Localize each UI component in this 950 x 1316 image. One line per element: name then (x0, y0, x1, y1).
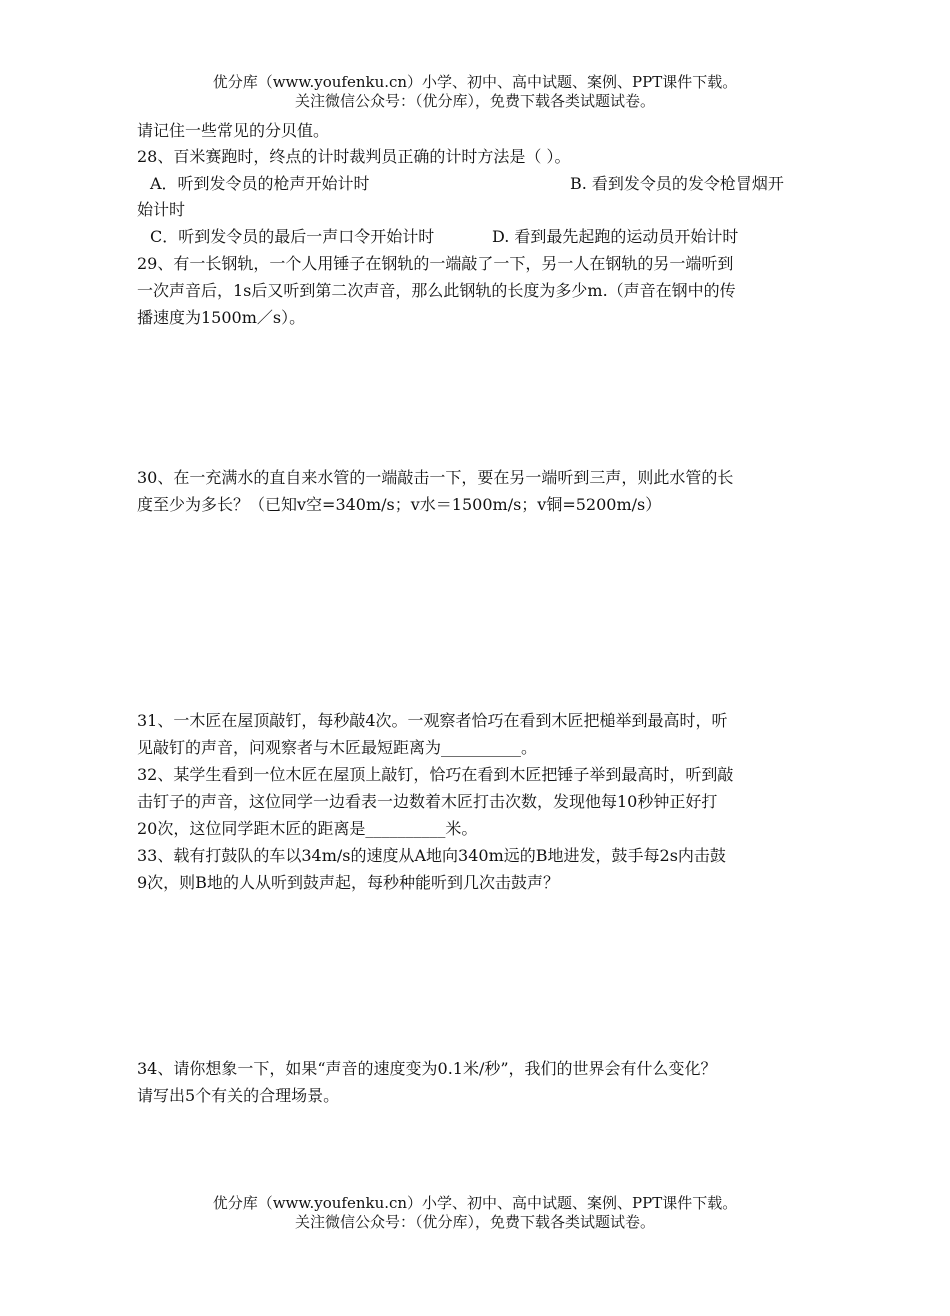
q28-stem: 28、百米赛跑时，终点的计时裁判员正确的计时方法是（ ）。 (137, 147, 571, 166)
intro-text: 请记住一些常见的分贝值。 (137, 121, 330, 140)
q29-line-3: 播速度为1500m／s）。 (137, 308, 306, 327)
footer-line-2: 关注微信公众号：（优分库），免费下载各类试题试卷。 (294, 1213, 655, 1231)
q31-line-2: 见敲钉的声音，问观察者与木匠最短距离为__________。 (137, 738, 538, 757)
q32-line-1: 32、某学生看到一位木匠在屋顶上敲钉，恰巧在看到木匠把锤子举到最高时，听到敲 (137, 765, 734, 784)
q28-option-b: B. 看到发令员的发令枪冒烟开 (570, 174, 784, 193)
q28-option-d: D. 看到最先起跑的运动员开始计时 (492, 227, 739, 246)
header-line-2: 关注微信公众号：（优分库），免费下载各类试题试卷。 (294, 92, 655, 110)
header-line-1: 优分库（www.youfenku.cn）小学、初中、高中试题、案例、PPT课件下载。 (212, 73, 738, 91)
q28-option-a: A．听到发令员的枪声开始计时 (150, 174, 370, 193)
q33-line-1: 33、载有打鼓队的车以34m/s的速度从A地向340m远的B地进发，鼓手每2s内击鼓 (137, 846, 726, 865)
q30-line-2: 度至少为多长？（已知v空=340m/s；v水＝1500m/s；v铜=5200m/s） (137, 495, 662, 514)
q32-line-3: 20次，这位同学距木匠的距离是__________米。 (137, 819, 478, 838)
q28-option-c: C．听到发令员的最后一声口令开始计时 (150, 227, 435, 246)
q29-line-1: 29、有一长钢轨，一个人用锤子在钢轨的一端敲了一下，另一人在钢轨的另一端听到 (137, 254, 734, 273)
q32-line-2: 击钉子的声音，这位同学一边看表一边数着木匠打击次数，发现他每10秒钟正好打 (137, 792, 718, 811)
q28-option-b-cont: 始计时 (137, 200, 186, 219)
q30-line-1: 30、在一充满水的直自来水管的一端敲击一下，要在另一端听到三声，则此水管的长 (137, 468, 734, 487)
q31-line-1: 31、一木匠在屋顶敲钉，每秒敲4次。一观察者恰巧在看到木匠把槌举到最高时，听 (137, 711, 728, 730)
q34-line-1: 34、请你想象一下，如果“声音的速度变为0.1米/秒”，我们的世界会有什么变化？ (137, 1059, 717, 1078)
q34-line-2: 请写出5个有关的合理场景。 (137, 1086, 340, 1105)
footer-line-1: 优分库（www.youfenku.cn）小学、初中、高中试题、案例、PPT课件下载。 (212, 1194, 738, 1212)
q29-line-2: 一次声音后，1s后又听到第二次声音，那么此钢轨的长度为多少m.（声音在钢中的传 (137, 281, 736, 300)
q33-line-2: 9次，则B地的人从听到鼓声起，每秒种能听到几次击鼓声？ (137, 873, 559, 892)
